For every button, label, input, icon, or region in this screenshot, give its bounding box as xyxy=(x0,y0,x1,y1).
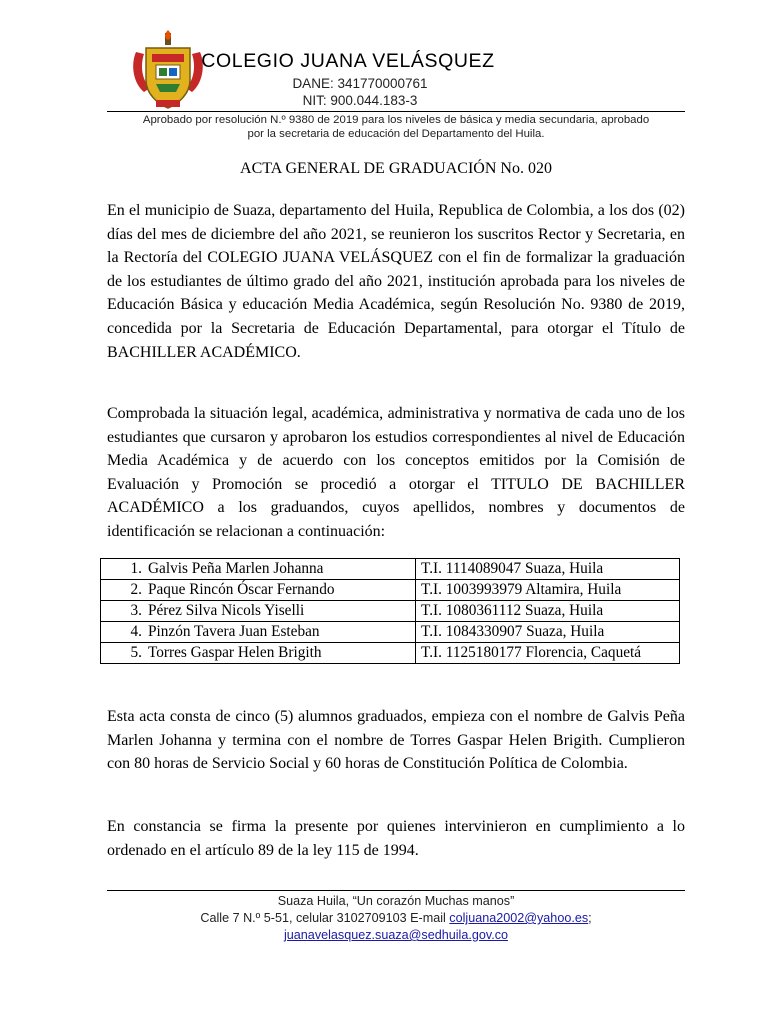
email-link-sedhuila[interactable]: juanavelasquez.suaza@sedhuila.gov.co xyxy=(284,928,508,942)
school-crest-icon xyxy=(126,30,210,114)
footer-separator: ; xyxy=(588,911,592,925)
email-link-yahoo[interactable]: coljuana2002@yahoo.es xyxy=(449,911,589,925)
table-row xyxy=(101,622,680,643)
graduate-name-cell xyxy=(101,643,416,664)
paragraph-summary: Esta acta consta de cinco (5) alumnos graduados, empieza con el nombre de Galvis Peña Marlen Johanna y termina con el nombre de Torres Gaspar Helen Brigith. Cumplieron con 80 horas de Servicio Social y 60 horas de Constitución Política de Colombia. xyxy=(107,708,685,773)
graduate-id: T.I. 1080361112 Suaza, Huila xyxy=(416,601,680,622)
approval-line-1: Aprobado por resolución N.º 9380 de 2019 para los niveles de básica y media secundaria, aprobado xyxy=(142,114,650,126)
graduate-name: Pérez Silva Nicols Yiselli xyxy=(148,602,305,619)
header-divider xyxy=(107,111,685,112)
graduate-number: 1. xyxy=(130,560,142,577)
graduate-id: T.I. 1125180177 Florencia, Caquetá xyxy=(416,643,680,664)
footer-email-line xyxy=(107,927,685,944)
graduate-name: Galvis Peña Marlen Johanna xyxy=(148,560,324,577)
footer-motto: Suaza Huila, “Un corazón Muchas manos” xyxy=(277,894,515,908)
document-title: ACTA GENERAL DE GRADUACIÓN No. 020 xyxy=(240,160,552,177)
table-row xyxy=(101,559,680,580)
footer-contact xyxy=(107,910,685,927)
paragraph-verification: Comprobada la situación legal, académica, administrativa y normativa de cada uno de los estudiantes que cursaron y aprobaron los estudios correspondientes al nivel de Educación Media Académica y de acuerdo con los conceptos emitidos por la Comisión de Evaluación y Promoción se procedió a otorgar el TITULO DE BACHILLER ACADÉMICO a los graduandos, cuyos apellidos, nombres y documentos de identificación se relacionan a continuación: xyxy=(107,405,685,540)
table-row xyxy=(101,643,680,664)
graduate-name: Pinzón Tavera Juan Esteban xyxy=(148,623,320,640)
footer xyxy=(107,893,685,944)
nit-code: NIT: 900.044.183-3 xyxy=(302,93,418,108)
footer-divider xyxy=(107,890,685,891)
graduate-name: Torres Gaspar Helen Brigith xyxy=(148,644,322,661)
approval-line-2: por la secretaria de educación del Departamento del Huila. xyxy=(247,128,545,140)
paragraph-closing: En constancia se firma la presente por quienes intervinieron en cumplimiento a lo ordenado en el artículo 89 de la ley 115 de 1994. xyxy=(107,818,685,859)
graduate-number: 5. xyxy=(130,644,142,661)
graduate-id: T.I. 1084330907 Suaza, Huila xyxy=(416,622,680,643)
graduate-name-cell xyxy=(101,601,416,622)
graduate-id: T.I. 1003993979 Altamira, Huila xyxy=(416,580,680,601)
graduate-name-cell xyxy=(101,580,416,601)
school-name: COLEGIO JUANA VELÁSQUEZ xyxy=(201,50,495,72)
graduate-number: 3. xyxy=(130,602,142,619)
dane-code: DANE: 341770000761 xyxy=(292,76,428,91)
graduates-table xyxy=(100,558,680,664)
graduate-id: T.I. 1114089047 Suaza, Huila xyxy=(416,559,680,580)
graduate-number: 4. xyxy=(130,623,142,640)
footer-address: Calle 7 N.º 5-51, celular 3102709103 E-mail xyxy=(200,911,450,925)
table-row xyxy=(101,580,680,601)
paragraph-intro: En el municipio de Suaza, departamento del Huila, Republica de Colombia, a los dos (02) días del mes de diciembre del año 2021, se reunieron los suscritos Rector y Secretaria, en la Rectoría del COLEGIO JUANA VELÁSQUEZ con el fin de formalizar la graduación de los estudiantes de último grado del año 2021, institución aprobada para los niveles de Educación Básica y educación Media Académica, según Resolución No. 9380 de 2019, concedida por la Secretaria de Educación Departamental, para otorgar el Título de BACHILLER ACADÉMICO. xyxy=(107,202,685,361)
approval-note xyxy=(107,113,685,141)
graduate-number: 2. xyxy=(130,581,142,598)
table-row xyxy=(101,601,680,622)
graduate-name-cell xyxy=(101,559,416,580)
graduate-name-cell xyxy=(101,622,416,643)
graduate-name: Paque Rincón Óscar Fernando xyxy=(148,581,335,598)
